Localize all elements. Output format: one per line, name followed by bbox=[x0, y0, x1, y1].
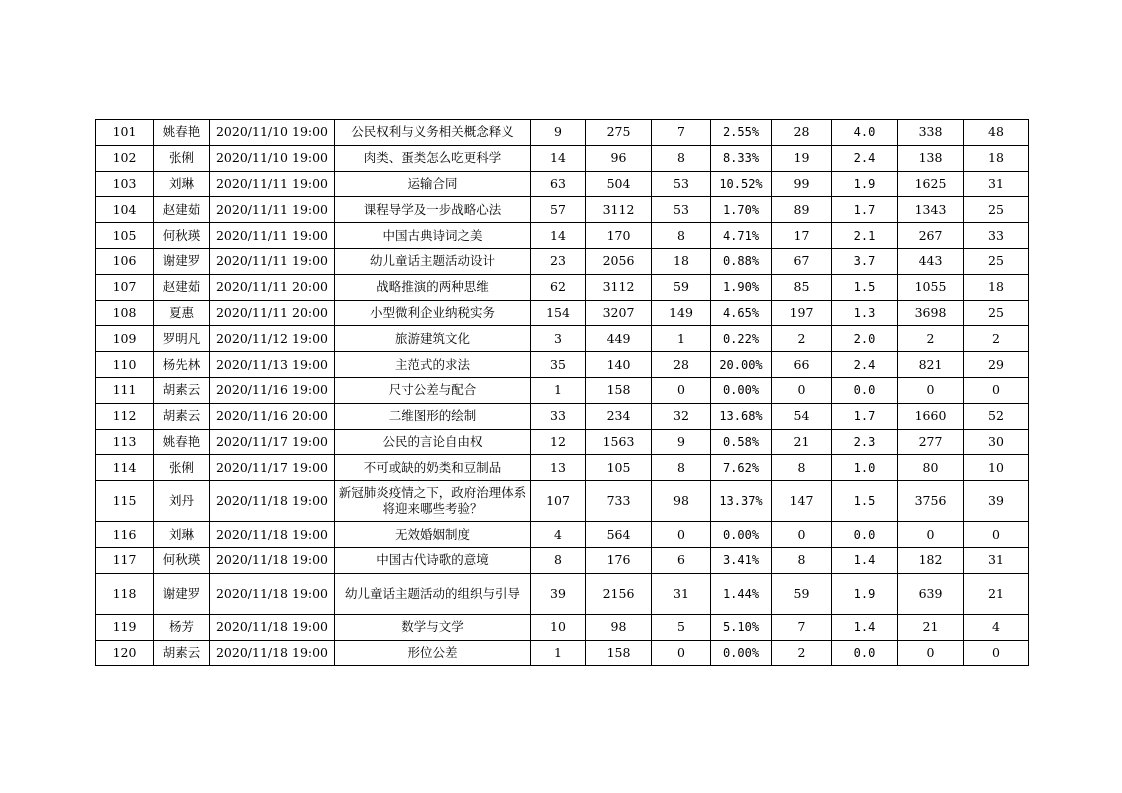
row-number-cell: 103 bbox=[96, 171, 154, 197]
average-cell: 0.0 bbox=[832, 522, 898, 548]
data-table bbox=[95, 119, 1029, 666]
rate-cell: 7.62% bbox=[711, 455, 772, 481]
count-cell-7: 10 bbox=[964, 455, 1029, 481]
count-cell-1: 9 bbox=[531, 120, 586, 146]
count-cell-2: 3112 bbox=[586, 197, 652, 223]
datetime-cell: 2020/11/16 19:00 bbox=[210, 377, 335, 403]
datetime-cell: 2020/11/10 19:00 bbox=[210, 120, 335, 146]
rate-cell: 4.65% bbox=[711, 300, 772, 326]
row-number-cell: 112 bbox=[96, 403, 154, 429]
table-row bbox=[96, 326, 1029, 352]
count-cell-6: 267 bbox=[898, 223, 964, 249]
rate-cell: 13.37% bbox=[711, 481, 772, 522]
teacher-cell: 夏惠 bbox=[154, 300, 210, 326]
count-cell-2: 170 bbox=[586, 223, 652, 249]
count-cell-7: 25 bbox=[964, 248, 1029, 274]
table-row bbox=[96, 171, 1029, 197]
count-cell-6: 639 bbox=[898, 573, 964, 614]
count-cell-3: 18 bbox=[652, 248, 711, 274]
count-cell-2: 733 bbox=[586, 481, 652, 522]
datetime-cell: 2020/11/18 19:00 bbox=[210, 640, 335, 666]
count-cell-7: 29 bbox=[964, 352, 1029, 378]
topic-cell: 幼儿童话主题活动设计 bbox=[335, 248, 531, 274]
count-cell-6: 0 bbox=[898, 377, 964, 403]
teacher-cell: 刘丹 bbox=[154, 481, 210, 522]
topic-cell: 幼儿童话主题活动的组织与引导 bbox=[335, 573, 531, 614]
row-number-cell: 117 bbox=[96, 547, 154, 573]
teacher-cell: 赵建茹 bbox=[154, 274, 210, 300]
count-cell-1: 4 bbox=[531, 522, 586, 548]
rate-cell: 3.41% bbox=[711, 547, 772, 573]
rate-cell: 0.88% bbox=[711, 248, 772, 274]
table-row bbox=[96, 300, 1029, 326]
average-cell: 1.3 bbox=[832, 300, 898, 326]
rate-cell: 1.90% bbox=[711, 274, 772, 300]
count-cell-6: 1625 bbox=[898, 171, 964, 197]
average-cell: 2.4 bbox=[832, 145, 898, 171]
count-cell-7: 31 bbox=[964, 547, 1029, 573]
count-cell-4: 59 bbox=[772, 573, 832, 614]
count-cell-2: 158 bbox=[586, 640, 652, 666]
count-cell-7: 52 bbox=[964, 403, 1029, 429]
count-cell-2: 3207 bbox=[586, 300, 652, 326]
table-row bbox=[96, 223, 1029, 249]
topic-cell: 二维图形的绘制 bbox=[335, 403, 531, 429]
count-cell-4: 99 bbox=[772, 171, 832, 197]
count-cell-1: 1 bbox=[531, 377, 586, 403]
table-row bbox=[96, 403, 1029, 429]
datetime-cell: 2020/11/18 19:00 bbox=[210, 573, 335, 614]
row-number-cell: 116 bbox=[96, 522, 154, 548]
datetime-cell: 2020/11/18 19:00 bbox=[210, 614, 335, 640]
count-cell-3: 53 bbox=[652, 171, 711, 197]
topic-cell: 公民权利与义务相关概念释义 bbox=[335, 120, 531, 146]
count-cell-4: 147 bbox=[772, 481, 832, 522]
rate-cell: 0.58% bbox=[711, 429, 772, 455]
teacher-cell: 刘琳 bbox=[154, 522, 210, 548]
teacher-cell: 胡素云 bbox=[154, 640, 210, 666]
count-cell-6: 3698 bbox=[898, 300, 964, 326]
count-cell-2: 2056 bbox=[586, 248, 652, 274]
count-cell-4: 19 bbox=[772, 145, 832, 171]
rate-cell: 0.00% bbox=[711, 522, 772, 548]
count-cell-7: 30 bbox=[964, 429, 1029, 455]
table-row bbox=[96, 455, 1029, 481]
count-cell-7: 18 bbox=[964, 145, 1029, 171]
count-cell-3: 8 bbox=[652, 223, 711, 249]
average-cell: 1.9 bbox=[832, 171, 898, 197]
row-number-cell: 110 bbox=[96, 352, 154, 378]
row-number-cell: 113 bbox=[96, 429, 154, 455]
teacher-cell: 张俐 bbox=[154, 455, 210, 481]
count-cell-3: 5 bbox=[652, 614, 711, 640]
count-cell-1: 13 bbox=[531, 455, 586, 481]
teacher-cell: 张俐 bbox=[154, 145, 210, 171]
count-cell-6: 138 bbox=[898, 145, 964, 171]
count-cell-2: 176 bbox=[586, 547, 652, 573]
count-cell-1: 33 bbox=[531, 403, 586, 429]
count-cell-3: 1 bbox=[652, 326, 711, 352]
teacher-cell: 胡素云 bbox=[154, 377, 210, 403]
count-cell-3: 0 bbox=[652, 522, 711, 548]
count-cell-7: 0 bbox=[964, 640, 1029, 666]
rate-cell: 0.22% bbox=[711, 326, 772, 352]
table-row bbox=[96, 352, 1029, 378]
teacher-cell: 姚春艳 bbox=[154, 120, 210, 146]
datetime-cell: 2020/11/11 19:00 bbox=[210, 248, 335, 274]
table-row bbox=[96, 120, 1029, 146]
average-cell: 1.9 bbox=[832, 573, 898, 614]
count-cell-1: 12 bbox=[531, 429, 586, 455]
table-row bbox=[96, 248, 1029, 274]
rate-cell: 2.55% bbox=[711, 120, 772, 146]
count-cell-3: 28 bbox=[652, 352, 711, 378]
topic-cell: 小型微利企业纳税实务 bbox=[335, 300, 531, 326]
topic-cell: 旅游建筑文化 bbox=[335, 326, 531, 352]
rate-cell: 0.00% bbox=[711, 377, 772, 403]
rate-cell: 5.10% bbox=[711, 614, 772, 640]
row-number-cell: 106 bbox=[96, 248, 154, 274]
teacher-cell: 赵建茹 bbox=[154, 197, 210, 223]
count-cell-4: 21 bbox=[772, 429, 832, 455]
table-row bbox=[96, 274, 1029, 300]
topic-cell: 无效婚姻制度 bbox=[335, 522, 531, 548]
count-cell-6: 3756 bbox=[898, 481, 964, 522]
topic-cell: 不可或缺的奶类和豆制品 bbox=[335, 455, 531, 481]
topic-cell: 中国古典诗词之美 bbox=[335, 223, 531, 249]
average-cell: 1.5 bbox=[832, 274, 898, 300]
table-row bbox=[96, 429, 1029, 455]
topic-cell: 主范式的求法 bbox=[335, 352, 531, 378]
count-cell-7: 0 bbox=[964, 522, 1029, 548]
count-cell-6: 1343 bbox=[898, 197, 964, 223]
count-cell-3: 53 bbox=[652, 197, 711, 223]
count-cell-3: 98 bbox=[652, 481, 711, 522]
count-cell-7: 21 bbox=[964, 573, 1029, 614]
count-cell-7: 25 bbox=[964, 300, 1029, 326]
count-cell-2: 96 bbox=[586, 145, 652, 171]
count-cell-2: 98 bbox=[586, 614, 652, 640]
row-number-cell: 102 bbox=[96, 145, 154, 171]
average-cell: 2.4 bbox=[832, 352, 898, 378]
count-cell-1: 1 bbox=[531, 640, 586, 666]
count-cell-6: 21 bbox=[898, 614, 964, 640]
topic-cell: 形位公差 bbox=[335, 640, 531, 666]
datetime-cell: 2020/11/12 19:00 bbox=[210, 326, 335, 352]
count-cell-3: 149 bbox=[652, 300, 711, 326]
count-cell-1: 8 bbox=[531, 547, 586, 573]
count-cell-2: 105 bbox=[586, 455, 652, 481]
average-cell: 0.0 bbox=[832, 640, 898, 666]
row-number-cell: 108 bbox=[96, 300, 154, 326]
count-cell-2: 158 bbox=[586, 377, 652, 403]
datetime-cell: 2020/11/11 19:00 bbox=[210, 171, 335, 197]
rate-cell: 4.71% bbox=[711, 223, 772, 249]
average-cell: 2.1 bbox=[832, 223, 898, 249]
count-cell-7: 39 bbox=[964, 481, 1029, 522]
row-number-cell: 111 bbox=[96, 377, 154, 403]
average-cell: 1.4 bbox=[832, 614, 898, 640]
rate-cell: 8.33% bbox=[711, 145, 772, 171]
count-cell-7: 4 bbox=[964, 614, 1029, 640]
topic-cell: 运输合同 bbox=[335, 171, 531, 197]
count-cell-7: 18 bbox=[964, 274, 1029, 300]
count-cell-6: 80 bbox=[898, 455, 964, 481]
datetime-cell: 2020/11/18 19:00 bbox=[210, 547, 335, 573]
row-number-cell: 114 bbox=[96, 455, 154, 481]
rate-cell: 0.00% bbox=[711, 640, 772, 666]
teacher-cell: 姚春艳 bbox=[154, 429, 210, 455]
rate-cell: 20.00% bbox=[711, 352, 772, 378]
count-cell-2: 564 bbox=[586, 522, 652, 548]
count-cell-4: 8 bbox=[772, 455, 832, 481]
count-cell-7: 31 bbox=[964, 171, 1029, 197]
count-cell-1: 63 bbox=[531, 171, 586, 197]
count-cell-1: 57 bbox=[531, 197, 586, 223]
count-cell-7: 0 bbox=[964, 377, 1029, 403]
count-cell-6: 1055 bbox=[898, 274, 964, 300]
count-cell-1: 107 bbox=[531, 481, 586, 522]
count-cell-4: 67 bbox=[772, 248, 832, 274]
count-cell-2: 275 bbox=[586, 120, 652, 146]
average-cell: 0.0 bbox=[832, 377, 898, 403]
count-cell-1: 39 bbox=[531, 573, 586, 614]
table-row bbox=[96, 522, 1029, 548]
average-cell: 1.7 bbox=[832, 403, 898, 429]
teacher-cell: 杨先林 bbox=[154, 352, 210, 378]
average-cell: 1.7 bbox=[832, 197, 898, 223]
datetime-cell: 2020/11/18 19:00 bbox=[210, 481, 335, 522]
count-cell-4: 85 bbox=[772, 274, 832, 300]
count-cell-4: 66 bbox=[772, 352, 832, 378]
teacher-cell: 罗明凡 bbox=[154, 326, 210, 352]
average-cell: 1.0 bbox=[832, 455, 898, 481]
count-cell-1: 14 bbox=[531, 223, 586, 249]
topic-cell: 中国古代诗歌的意境 bbox=[335, 547, 531, 573]
count-cell-7: 25 bbox=[964, 197, 1029, 223]
count-cell-6: 821 bbox=[898, 352, 964, 378]
datetime-cell: 2020/11/11 20:00 bbox=[210, 274, 335, 300]
count-cell-6: 182 bbox=[898, 547, 964, 573]
datetime-cell: 2020/11/17 19:00 bbox=[210, 429, 335, 455]
average-cell: 3.7 bbox=[832, 248, 898, 274]
average-cell: 1.5 bbox=[832, 481, 898, 522]
teacher-cell: 谢建罗 bbox=[154, 248, 210, 274]
teacher-cell: 杨芳 bbox=[154, 614, 210, 640]
count-cell-1: 35 bbox=[531, 352, 586, 378]
table-row bbox=[96, 197, 1029, 223]
count-cell-2: 3112 bbox=[586, 274, 652, 300]
row-number-cell: 119 bbox=[96, 614, 154, 640]
count-cell-7: 2 bbox=[964, 326, 1029, 352]
teacher-cell: 何秋瑛 bbox=[154, 547, 210, 573]
datetime-cell: 2020/11/11 19:00 bbox=[210, 223, 335, 249]
average-cell: 2.0 bbox=[832, 326, 898, 352]
rate-cell: 1.44% bbox=[711, 573, 772, 614]
row-number-cell: 104 bbox=[96, 197, 154, 223]
count-cell-1: 10 bbox=[531, 614, 586, 640]
datetime-cell: 2020/11/11 19:00 bbox=[210, 197, 335, 223]
count-cell-3: 0 bbox=[652, 377, 711, 403]
count-cell-2: 234 bbox=[586, 403, 652, 429]
count-cell-4: 2 bbox=[772, 640, 832, 666]
table-row bbox=[96, 573, 1029, 614]
count-cell-6: 2 bbox=[898, 326, 964, 352]
count-cell-6: 443 bbox=[898, 248, 964, 274]
row-number-cell: 107 bbox=[96, 274, 154, 300]
count-cell-4: 0 bbox=[772, 522, 832, 548]
table-row bbox=[96, 377, 1029, 403]
count-cell-1: 3 bbox=[531, 326, 586, 352]
count-cell-1: 62 bbox=[531, 274, 586, 300]
topic-cell: 课程导学及一步战略心法 bbox=[335, 197, 531, 223]
count-cell-3: 6 bbox=[652, 547, 711, 573]
count-cell-6: 1660 bbox=[898, 403, 964, 429]
datetime-cell: 2020/11/11 20:00 bbox=[210, 300, 335, 326]
table-row bbox=[96, 640, 1029, 666]
count-cell-3: 7 bbox=[652, 120, 711, 146]
count-cell-4: 7 bbox=[772, 614, 832, 640]
count-cell-3: 8 bbox=[652, 455, 711, 481]
count-cell-6: 0 bbox=[898, 522, 964, 548]
count-cell-1: 14 bbox=[531, 145, 586, 171]
teacher-cell: 谢建罗 bbox=[154, 573, 210, 614]
topic-cell: 新冠肺炎疫情之下，政府治理体系将迎来哪些考验？ bbox=[335, 481, 531, 522]
average-cell: 2.3 bbox=[832, 429, 898, 455]
table-body bbox=[96, 120, 1029, 666]
count-cell-1: 23 bbox=[531, 248, 586, 274]
average-cell: 4.0 bbox=[832, 120, 898, 146]
teacher-cell: 胡素云 bbox=[154, 403, 210, 429]
count-cell-2: 140 bbox=[586, 352, 652, 378]
count-cell-2: 449 bbox=[586, 326, 652, 352]
rate-cell: 1.70% bbox=[711, 197, 772, 223]
count-cell-6: 0 bbox=[898, 640, 964, 666]
count-cell-2: 504 bbox=[586, 171, 652, 197]
topic-cell: 肉类、蛋类怎么吃更科学 bbox=[335, 145, 531, 171]
row-number-cell: 120 bbox=[96, 640, 154, 666]
table-row bbox=[96, 547, 1029, 573]
row-number-cell: 115 bbox=[96, 481, 154, 522]
datetime-cell: 2020/11/10 19:00 bbox=[210, 145, 335, 171]
row-number-cell: 105 bbox=[96, 223, 154, 249]
count-cell-4: 54 bbox=[772, 403, 832, 429]
count-cell-4: 17 bbox=[772, 223, 832, 249]
count-cell-7: 48 bbox=[964, 120, 1029, 146]
count-cell-4: 89 bbox=[772, 197, 832, 223]
table-row bbox=[96, 481, 1029, 522]
topic-cell: 公民的言论自由权 bbox=[335, 429, 531, 455]
count-cell-3: 31 bbox=[652, 573, 711, 614]
row-number-cell: 101 bbox=[96, 120, 154, 146]
count-cell-4: 2 bbox=[772, 326, 832, 352]
table-row bbox=[96, 145, 1029, 171]
count-cell-6: 277 bbox=[898, 429, 964, 455]
count-cell-3: 32 bbox=[652, 403, 711, 429]
count-cell-4: 0 bbox=[772, 377, 832, 403]
datetime-cell: 2020/11/13 19:00 bbox=[210, 352, 335, 378]
row-number-cell: 109 bbox=[96, 326, 154, 352]
rate-cell: 13.68% bbox=[711, 403, 772, 429]
datetime-cell: 2020/11/17 19:00 bbox=[210, 455, 335, 481]
row-number-cell: 118 bbox=[96, 573, 154, 614]
count-cell-4: 28 bbox=[772, 120, 832, 146]
count-cell-3: 59 bbox=[652, 274, 711, 300]
teacher-cell: 刘琳 bbox=[154, 171, 210, 197]
count-cell-3: 9 bbox=[652, 429, 711, 455]
count-cell-6: 338 bbox=[898, 120, 964, 146]
average-cell: 1.4 bbox=[832, 547, 898, 573]
datetime-cell: 2020/11/16 20:00 bbox=[210, 403, 335, 429]
count-cell-4: 197 bbox=[772, 300, 832, 326]
topic-cell: 尺寸公差与配合 bbox=[335, 377, 531, 403]
count-cell-3: 8 bbox=[652, 145, 711, 171]
topic-cell: 战略推演的两种思维 bbox=[335, 274, 531, 300]
count-cell-2: 1563 bbox=[586, 429, 652, 455]
count-cell-1: 154 bbox=[531, 300, 586, 326]
count-cell-4: 8 bbox=[772, 547, 832, 573]
count-cell-7: 33 bbox=[964, 223, 1029, 249]
topic-cell: 数学与文学 bbox=[335, 614, 531, 640]
rate-cell: 10.52% bbox=[711, 171, 772, 197]
table-row bbox=[96, 614, 1029, 640]
teacher-cell: 何秋瑛 bbox=[154, 223, 210, 249]
count-cell-2: 2156 bbox=[586, 573, 652, 614]
count-cell-3: 0 bbox=[652, 640, 711, 666]
datetime-cell: 2020/11/18 19:00 bbox=[210, 522, 335, 548]
